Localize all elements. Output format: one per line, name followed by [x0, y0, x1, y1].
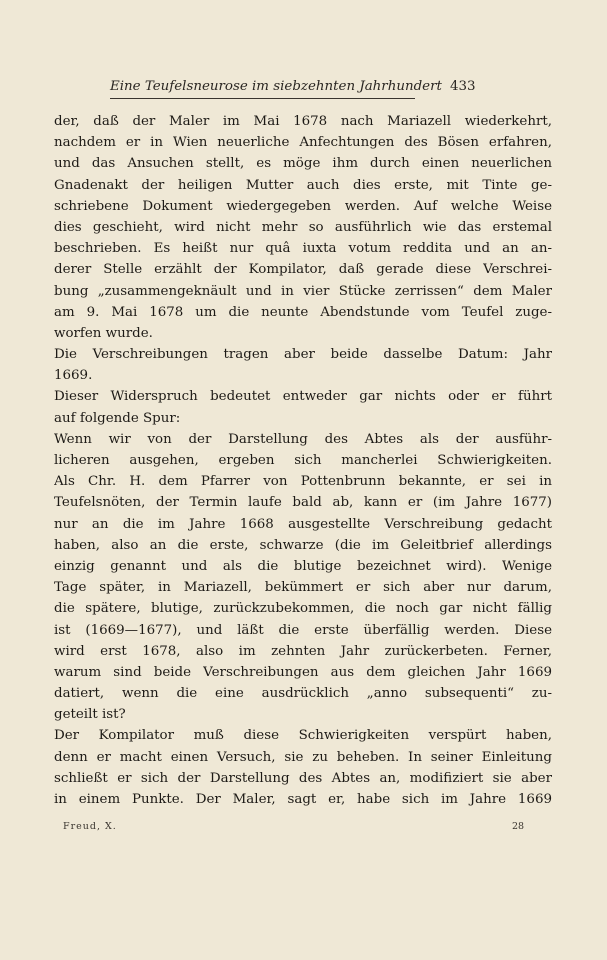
running-title: Eine Teufelsneurose im siebzehnten Jahrhundert: [110, 79, 442, 94]
text-line-32: schließt er sich der Darstellung des Abtes an, modifiziert sie aber: [54, 770, 552, 786]
text-line-19: Teufelsnöten, der Termin laufe bald ab, kann er (im Jahre 1677): [54, 495, 552, 511]
text-line-31: denn er macht einen Versuch, sie zu beheben. In seiner Einleitung: [54, 749, 552, 765]
text-line-25: ist (1669—1677), und läßt die erste überfällig werden. Diese: [54, 622, 552, 638]
text-line-4: Gnadenakt der heiligen Mutter auch dies erste, mit Tinte ge-: [54, 177, 552, 193]
text-line-29: geteilt ist?: [54, 707, 126, 723]
text-line-12: Die Verschreibungen tragen aber beide dasselbe Datum: Jahr: [54, 347, 552, 363]
text-line-14: Dieser Widerspruch bedeutet entweder gar nichts oder er führt: [54, 389, 552, 405]
text-line-8: derer Stelle erzählt der Kompilator, daß gerade diese Verschrei-: [54, 262, 552, 278]
text-line-33: in einem Punkte. Der Maler, sagt er, habe sich im Jahre 1669: [54, 792, 552, 807]
text-line-15: auf folgende Spur:: [54, 410, 181, 426]
text-line-27: warum sind beide Verschreibungen aus dem gleichen Jahr 1669: [54, 664, 552, 680]
text-line-11: worfen wurde.: [54, 325, 153, 341]
page-number: 433: [450, 79, 476, 94]
text-line-9: bung „zusammengeknäult und in vier Stücke zerrissen“ dem Maler: [54, 283, 552, 299]
text-line-28: datiert, wenn die eine ausdrücklich „anno subsequenti“ zu-: [54, 686, 552, 702]
text-line-18: Als Chr. H. dem Pfarrer von Pottenbrunn bekannte, er sei in: [54, 474, 552, 490]
text-line-16: Wenn wir von der Darstellung des Abtes als der ausführ-: [54, 431, 552, 447]
text-line-13: 1669.: [54, 368, 93, 384]
header-rule: [110, 98, 415, 99]
text-line-22: einzig genannt und als die blutige bezeichnet wird). Wenige: [54, 558, 552, 574]
text-line-2: nachdem er in Wien neuerliche Anfechtungen des Bösen erfahren,: [54, 135, 552, 151]
text-line-30: Der Kompilator muß diese Schwierigkeiten verspürt haben,: [54, 728, 552, 744]
text-line-26: wird erst 1678, also im zehnten Jahr zurückerbeten. Ferner,: [54, 643, 552, 659]
text-line-24: die spätere, blutige, zurückzubekommen, die noch gar nicht fällig: [54, 601, 552, 617]
text-line-6: dies geschieht, wird nicht mehr so ausführlich wie das erstemal: [54, 219, 552, 235]
text-line-21: haben, also an die erste, schwarze (die im Geleitbrief allerdings: [54, 537, 552, 553]
text-line-3: und das Ansuchen stellt, es möge ihm durch einen neuerlichen: [54, 156, 552, 172]
text-line-1: der, daß der Maler im Mai 1678 nach Mariazell wiederkehrt,: [54, 114, 552, 129]
signature-mark: Freud, X.: [63, 821, 117, 832]
text-line-5: schriebene Dokument wiedergegeben werden. Auf welche Weise: [54, 198, 552, 214]
sheet-number: 28: [512, 821, 525, 832]
text-line-17: licheren ausgehen, ergeben sich mancherlei Schwierigkeiten.: [54, 453, 552, 468]
text-line-23: Tage später, in Mariazell, bekümmert er sich aber nur darum,: [54, 580, 552, 596]
body-text: [54, 111, 552, 810]
text-line-20: nur an die im Jahre 1668 ausgestellte Verschreibung gedacht: [54, 516, 552, 532]
text-line-10: am 9. Mai 1678 um die neunte Abendstunde vom Teufel zuge-: [54, 304, 552, 320]
text-line-7: beschrieben. Es heißt nur quâ iuxta votum reddita und an an-: [54, 241, 552, 257]
